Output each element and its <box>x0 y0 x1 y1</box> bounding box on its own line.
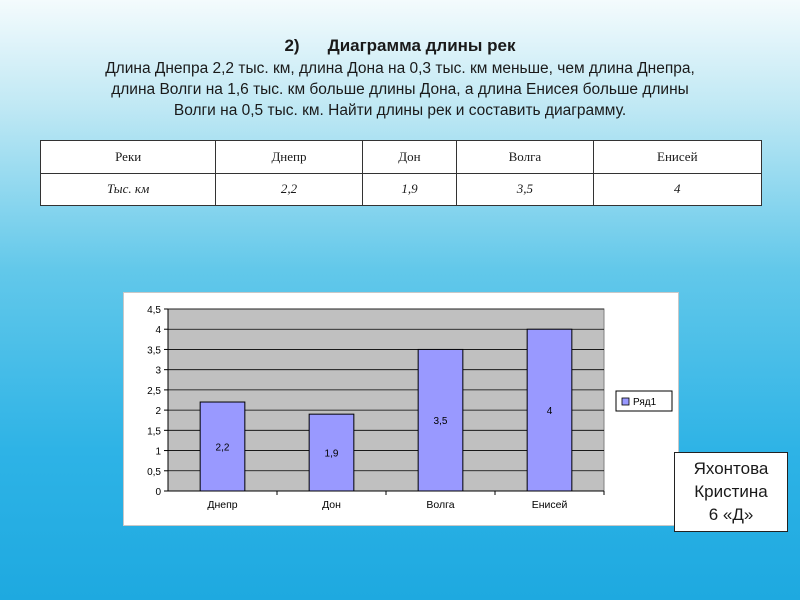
legend-label: Ряд1 <box>633 397 657 408</box>
y-tick-label: 4 <box>155 325 161 337</box>
heading-title: Диаграмма длины рек <box>327 36 516 55</box>
task-text <box>40 58 760 121</box>
table-cell: Днепр <box>216 141 362 174</box>
table-cell: Волга <box>457 141 593 174</box>
y-tick-label: 3 <box>155 365 161 377</box>
x-tick-label: Днепр <box>207 499 238 511</box>
table-cell: 2,2 <box>216 173 362 206</box>
author-surname: Яхонтова <box>693 459 769 478</box>
y-tick-label: 0 <box>155 487 161 498</box>
river-table <box>40 140 762 206</box>
legend-swatch <box>622 398 629 405</box>
table-cell: Тыс. км <box>41 173 216 206</box>
table-cell: Енисей <box>593 141 761 174</box>
data-label: 3,5 <box>433 416 448 428</box>
data-label: 2,2 <box>215 442 230 454</box>
y-tick-label: 1 <box>155 446 161 458</box>
x-tick-label: Дон <box>322 499 341 511</box>
author-box <box>674 452 788 532</box>
table-cell: 4 <box>593 173 761 206</box>
x-tick-label: Енисей <box>531 499 568 511</box>
data-label: 1,9 <box>324 448 339 460</box>
table-header-row <box>41 141 762 174</box>
author-class: 6 «Д» <box>708 505 754 524</box>
bar-chart <box>123 292 679 526</box>
heading-number: 2) <box>284 36 300 55</box>
data-label: 4 <box>546 406 553 418</box>
author-name: Кристина <box>694 482 768 501</box>
x-tick-label: Волга <box>426 499 455 511</box>
y-tick-label: 2,5 <box>147 385 161 397</box>
y-tick-label: 4,5 <box>147 305 161 316</box>
table-cell: Дон <box>362 141 457 174</box>
task-line-2: длина Волги на 1,6 тыс. км больше длины Дона, а длина Енисея больше длины <box>111 81 689 98</box>
task-line-1: Длина Днепра 2,2 тыс. км, длина Дона на 0,3 тыс. км меньше, чем длина Днепра, <box>105 60 695 77</box>
table-cell: 1,9 <box>362 173 457 206</box>
chart-svg <box>124 293 678 525</box>
slide-heading <box>0 36 800 56</box>
task-line-3: Волги на 0,5 тыс. км. Найти длины рек и составить диаграмму. <box>173 102 627 119</box>
table-cell: 3,5 <box>457 173 593 206</box>
y-tick-label: 2 <box>155 406 161 418</box>
y-tick-label: 0,5 <box>147 466 161 478</box>
y-tick-label: 1,5 <box>147 426 161 438</box>
table-cell: Реки <box>41 141 216 174</box>
y-tick-label: 3,5 <box>147 345 161 357</box>
table-row <box>41 173 762 206</box>
